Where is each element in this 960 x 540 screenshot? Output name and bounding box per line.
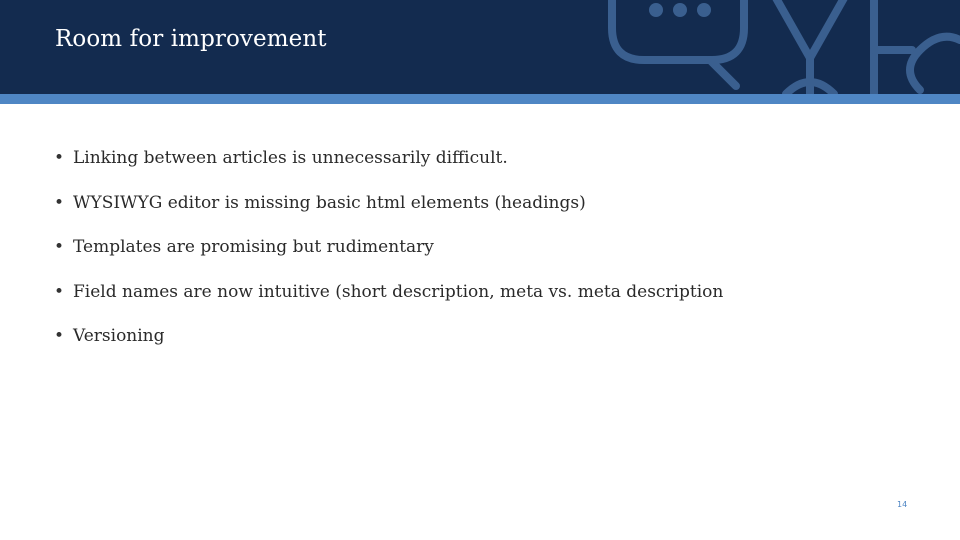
list-item — [54, 144, 723, 189]
bullet-marker: • — [54, 237, 65, 257]
list-item — [54, 233, 723, 278]
bullet-marker: • — [54, 281, 65, 302]
slide-title: Room for improvement — [55, 26, 327, 52]
bullet-text: Versioning — [73, 326, 165, 346]
bullet-marker: • — [54, 326, 65, 346]
bullet-text: Linking between articles is unnecessarily difficult. — [73, 148, 508, 168]
list-item — [54, 278, 723, 323]
header-accent-stripe — [0, 94, 960, 104]
list-item — [54, 322, 723, 367]
bullet-text: Templates are promising but rudimentary — [73, 237, 434, 257]
bullet-list — [54, 144, 723, 367]
slide-header — [0, 0, 960, 94]
bullet-text: Field names are now intuitive (short description, meta vs. meta description — [73, 281, 724, 302]
list-item — [54, 189, 723, 234]
brand-logo-icon — [600, 0, 960, 94]
bullet-text: WYSIWYG editor is missing basic html elements (headings) — [73, 192, 586, 213]
page-number: 14 — [897, 500, 908, 509]
bullet-marker: • — [54, 192, 65, 213]
bullet-marker: • — [54, 148, 65, 168]
